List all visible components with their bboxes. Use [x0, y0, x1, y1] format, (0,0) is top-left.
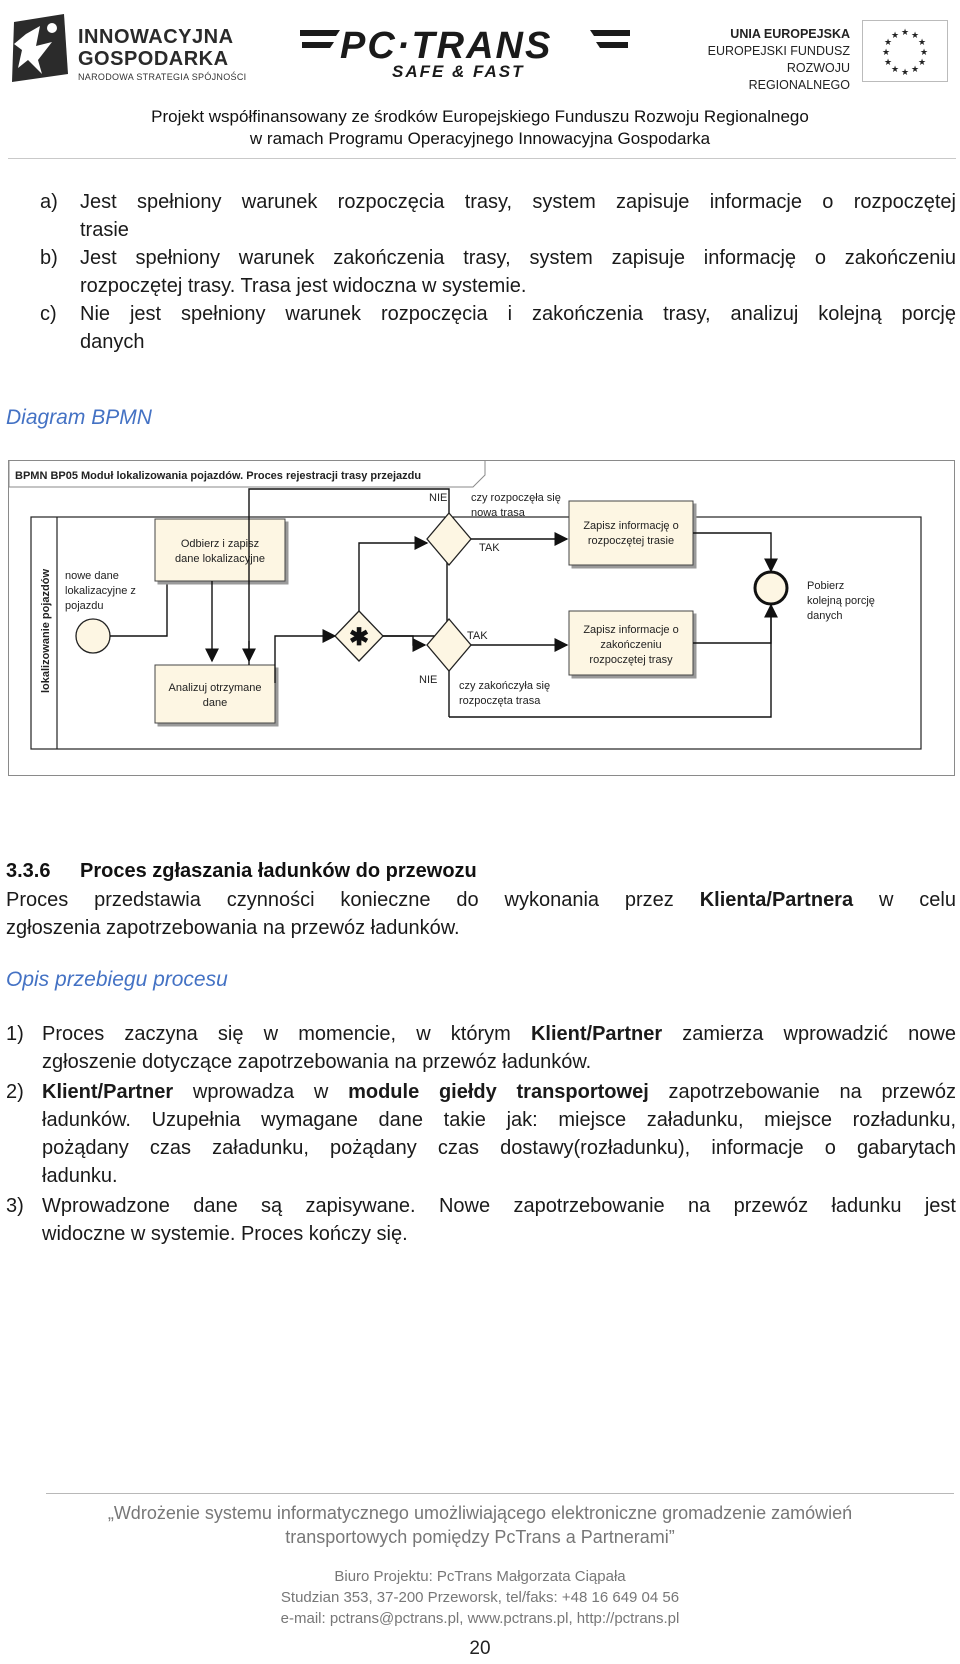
step1-text-a: Proces zaczyna się w momencie, w którym [42, 1023, 531, 1045]
list-item-b-line1: Jest spełniony warunek zakończenia trasy, system zapisuje informację o zakończeniu [80, 247, 956, 269]
task4-line2: zakończeniu [600, 639, 662, 651]
intro-text-bold: Klienta/Partnera [699, 889, 854, 911]
tak-top-label: TAK [479, 542, 500, 554]
step1-text-b: zamierza wprowadzić nowe [662, 1023, 956, 1045]
gw-top-label-2: nowa trasa [471, 507, 525, 519]
pctrans-tagline: SAFE & FAST [392, 62, 525, 81]
gw-top-label-1: czy rozpoczęła się [471, 492, 561, 504]
task4-line1: Zapisz informacje o [583, 624, 679, 636]
ig-emblem-icon [8, 12, 70, 84]
eu-line1: UNIA EUROPEJSKA [730, 27, 850, 41]
step2 [42, 1078, 956, 1190]
nie-bottom-label: NIE [419, 674, 438, 686]
step3 [42, 1192, 956, 1248]
eu-line3: ROZWOJU REGIONALNEGO [748, 61, 850, 92]
list-item-c-line1: Nie jest spełniony warunek rozpoczęcia i zakończenia trasy, analizuj kolejną porcję [80, 303, 956, 325]
gateway-started [427, 513, 471, 565]
task2-line1: Analizuj otrzymane [168, 682, 262, 694]
list-item-c-label: c) [40, 303, 57, 325]
intro-text-b: w celu [853, 889, 956, 911]
task1-line2: dane lokalizacyjne [175, 553, 265, 565]
list-item-a-line1: Jest spełniony warunek rozpoczęcia trasy, system zapisuje informacje o rozpoczętej [80, 191, 956, 213]
gw-bottom-label-2: rozpoczęta trasa [459, 695, 541, 707]
section-intro-line1 [6, 886, 956, 914]
bpmn-diagram-canvas [9, 461, 954, 775]
footer-contact: e-mail: pctrans@pctrans.pl, www.pctrans.pl, http://pctrans.pl [280, 1610, 680, 1627]
svg-text:★: ★ [917, 58, 927, 68]
task2-line2: dane [202, 697, 228, 709]
svg-text:★: ★ [890, 31, 900, 41]
page-number: 20 [469, 1638, 491, 1659]
header-divider [8, 158, 956, 159]
step1-line1 [42, 1020, 956, 1048]
step1-label: 1) [6, 1023, 24, 1045]
section-number: 3.3.6 [6, 860, 51, 882]
nie-top-label: NIE [429, 492, 448, 504]
task-save-started [569, 501, 693, 565]
svg-text:★: ★ [910, 65, 920, 75]
svg-text:★: ★ [890, 65, 900, 75]
section-title: Proces zgłaszania ładunków do przewozu [80, 860, 477, 882]
svg-text:★: ★ [917, 38, 927, 48]
task-analyze [155, 665, 275, 723]
end-label-1: Pobierz [807, 580, 845, 592]
end-event-circle [755, 572, 787, 604]
step2-line4: ładunku. [42, 1165, 118, 1187]
step2-bold2: module giełdy transportowej [348, 1081, 649, 1103]
svg-text:★: ★ [881, 48, 891, 58]
eu-fund-text [700, 26, 850, 94]
ig-title-line1: INNOWACYJNA [78, 26, 234, 48]
ig-title-line2: GOSPODARKA [78, 48, 229, 70]
diagram-heading: Diagram BPMN [6, 406, 152, 429]
task3-line1: Zapisz informację o [583, 520, 679, 532]
footer-address: Studzian 353, 37-200 Przeworsk, tel/faks: +48 16 649 04 56 [280, 1589, 680, 1606]
gateway-ended [427, 619, 471, 671]
end-label-2: kolejną porcję [807, 595, 875, 607]
footer-office: Biuro Projektu: PcTrans Małgorzata Ciąpała [334, 1568, 626, 1585]
eu-flag-icon [862, 20, 948, 82]
step1-line2: zgłoszenie dotyczące zapotrzebowania na przewóz ładunków. [42, 1051, 592, 1073]
start-label-3: pojazdu [65, 600, 104, 612]
step2-line3: pożądany czas załadunku, pożądany czas dostawy(rozładunku), informacje o gabarytach [42, 1137, 956, 1159]
list-item-a [80, 188, 956, 244]
task3-line2: rozpoczętej trasie [587, 535, 675, 547]
step3-line2: widoczne w systemie. Proces kończy się. [42, 1223, 408, 1245]
step1 [42, 1020, 956, 1076]
ig-logo-subtitle: NARODOWA STRATEGIA SPÓJNOŚCI [78, 72, 247, 82]
step3-line1: Wprowadzone dane są zapisywane. Nowe zapotrzebowanie na przewóz ładunku jest [42, 1195, 956, 1217]
svg-text:★: ★ [910, 31, 920, 41]
end-label-3: danych [807, 610, 843, 622]
step2-text-b: zapotrzebowanie na przewóz [648, 1081, 956, 1103]
pctrans-logo-text: PC·TRANS [340, 25, 553, 67]
svg-text:★: ★ [883, 38, 893, 48]
start-event-circle [76, 619, 110, 653]
footer-quote-line1: „Wdrożenie systemu informatycznego umożliwiającego elektroniczne gromadzenie zamówień [107, 1503, 853, 1523]
task1-line1: Odbierz i zapisz [180, 538, 260, 550]
section-intro [6, 886, 956, 942]
step2-line1 [42, 1078, 956, 1106]
lane-label: lokalizowanie pojazdów [40, 568, 52, 694]
svg-text:★: ★ [900, 68, 910, 78]
list-item-a-line2: trasie [80, 219, 129, 241]
svg-text:★: ★ [919, 48, 929, 58]
project-line1: Projekt współfinansowany ze środków Europejskiego Funduszu Rozwoju Regionalnego [151, 107, 809, 126]
section-intro-line2: zgłoszenia zapotrzebowania na przewóz ładunków. [6, 917, 460, 939]
step2-line2: ładunków. Uzupełnia wymagane dane takie jak: miejsce załadunku, miejsce rozładunku, [42, 1109, 956, 1131]
svg-text:★: ★ [900, 28, 910, 38]
svg-text:★: ★ [883, 58, 893, 68]
diagram-title: BPMN BP05 Moduł lokalizowania pojazdów. Proces rejestracji trasy przejazdu [15, 470, 422, 482]
footer-quote-line2: transportowych pomiędzy PcTrans a Partnerami” [285, 1527, 675, 1547]
tak-bottom-label: TAK [467, 630, 488, 642]
step2-bold1: Klient/Partner [42, 1081, 174, 1103]
task4-line3: rozpoczętej trasy [589, 654, 673, 666]
list-item-a-label: a) [40, 191, 58, 213]
list-item-b-label: b) [40, 247, 58, 269]
step1-text-bold: Klient/Partner [530, 1023, 663, 1045]
step2-text-a: wprowadza w [173, 1081, 349, 1103]
project-line2: w ramach Programu Operacyjnego Innowacyjna Gospodarka [249, 129, 711, 148]
list-item-c-line2: danych [80, 331, 145, 353]
list-item-b-line2: rozpoczętej trasy. Trasa jest widoczna w systemie. [80, 275, 527, 297]
ig-logo-title [78, 26, 234, 70]
intro-text-a: Proces przedstawia czynności konieczne do wykonania przez [6, 889, 700, 911]
list-item-c [80, 300, 956, 356]
gw-bottom-label-1: czy zakończyła się [459, 680, 551, 692]
step3-label: 3) [6, 1195, 24, 1217]
eu-line2: EUROPEJSKI FUNDUSZ [707, 44, 850, 58]
start-label-1: nowe dane [65, 570, 119, 582]
asterisk-icon: ✱ [348, 624, 370, 651]
bpmn-diagram [8, 460, 955, 776]
opis-heading: Opis przebiegu procesu [6, 968, 228, 991]
footer-divider [46, 1493, 954, 1494]
start-label-2: lokalizacyjne z [65, 585, 136, 597]
list-item-b [80, 244, 956, 300]
step2-label: 2) [6, 1081, 24, 1103]
task-receive-save [155, 519, 285, 581]
